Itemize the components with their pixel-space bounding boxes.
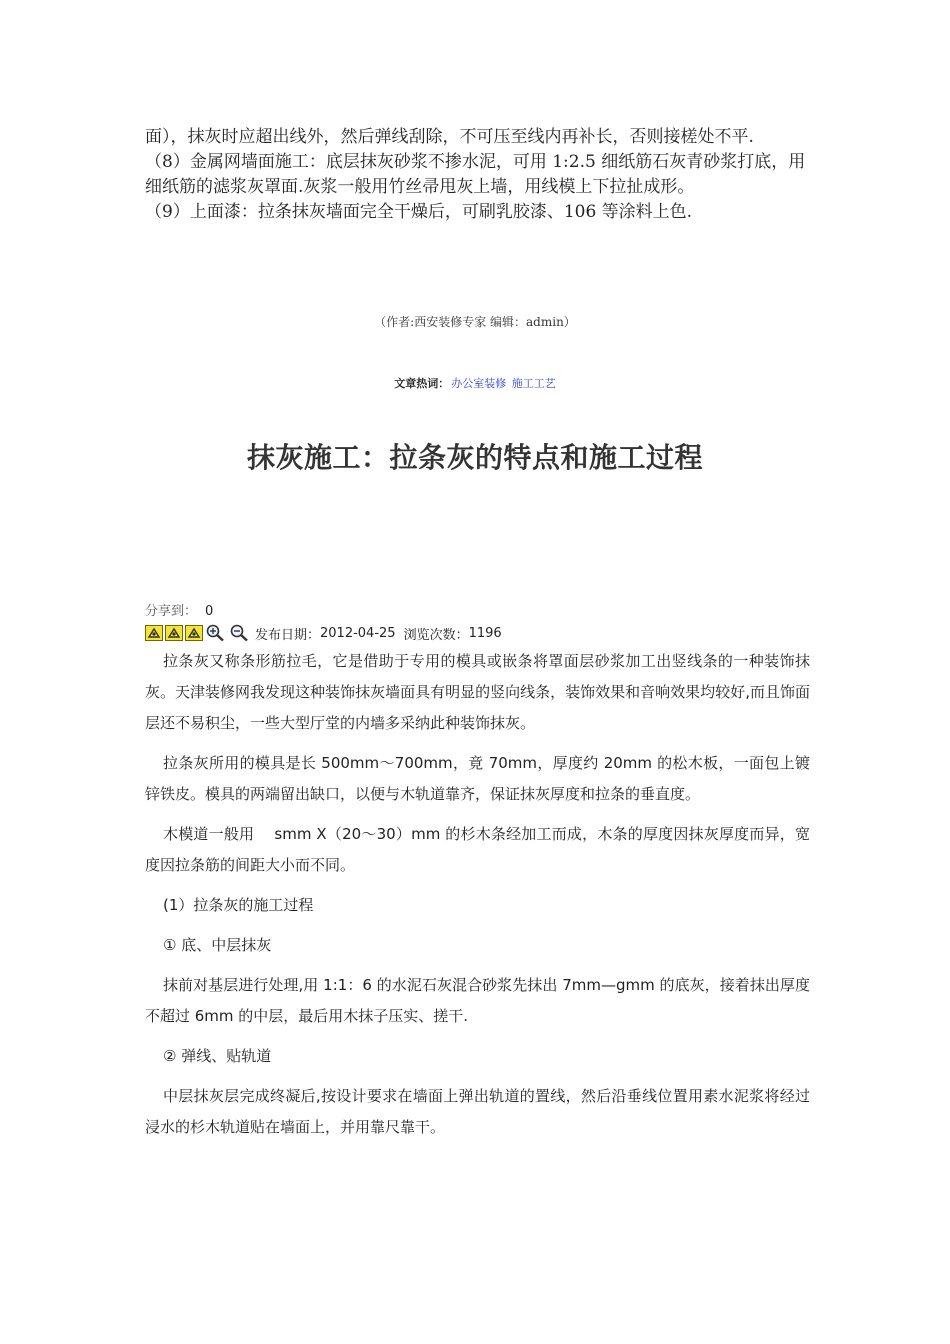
share-count: 0 [205,604,214,619]
article-title: 抹灰施工：拉条灰的特点和施工过程 [246,441,703,474]
hotwords-label: 文章热词： [394,377,450,390]
article-body [145,646,810,1152]
zoom-in-icon[interactable] [205,624,225,642]
body-paragraph: 木模道一般用 smm X（20～30）mm 的杉木条经加工而成，木条的厚度因抹灰厚度而异，宽度因拉条筋的间距大小而不同。 [145,825,810,874]
share-row [145,600,213,619]
hotword-link[interactable]: 施工工艺 [511,377,556,390]
hotwords-line [0,375,950,391]
share-icon[interactable] [145,625,163,641]
body-paragraph: 拉条灰又称条形筋拉毛，它是借助于专用的模具或嵌条将罩面层砂浆加工出竖线条的一种装饰抹灰。天津装修网我发现这种装饰抹灰墙面具有明显的竖向线条，装饰效果和音响效果均较好,而且饰面层还不易积尘，一些大型厅堂的内墙多采纳此种装饰抹灰。 [145,652,810,732]
views-label: 浏览次数： [403,627,469,643]
publish-date: 2012-04-25 [320,625,396,641]
body-paragraph: 抹前对基层进行处理,用 1:1：6 的水泥石灰混合砂浆先抹出 7mm—gmm 的底灰，接着抹出厚度不超过 6mm 的中层，最后用木抹子压实、搓干. [145,976,810,1025]
step-heading: ② 弹线、贴轨道 [163,1047,272,1065]
intro-paragraph: （9）上面漆：拉条抹灰墙面完全干燥后，可刷乳胶漆、106 等涂料上色. [145,202,693,222]
view-count: 1196 [468,625,502,641]
date-label: 发布日期： [255,627,321,643]
step-heading: ① 底、中层抹灰 [163,936,272,954]
zoom-out-icon[interactable] [229,624,249,642]
intro-section [145,125,810,225]
body-paragraph: 拉条灰所用的模具是长 500mm～700mm，竟 70mm，厚度约 20mm 的松木板，一面包上镀锌铁皮。模具的两端留出缺口，以便与木轨道靠齐，保证抹灰厚度和拉条的垂直度。 [145,754,810,803]
article-meta [145,623,502,643]
share-icon[interactable] [185,625,203,641]
share-label: 分享到： [145,604,198,619]
hotword-link[interactable]: 办公室装修 [451,377,507,390]
author-line: （作者:西安装修专家 编辑：admin） [374,315,576,329]
share-icon[interactable] [165,625,183,641]
intro-paragraph: 面），抹灰时应超出线外，然后弹线刮除，不可压至线内再补长，否则接槎处不平. [145,127,754,147]
section-heading: (1）拉条灰的施工过程 [163,896,314,914]
body-paragraph: 中层抹灰层完成终凝后,按设计要求在墙面上弹出轨道的置线，然后沿垂线位置用素水泥浆将经过浸水的杉木轨道贴在墙面上，并用靠尺靠干。 [145,1087,810,1136]
intro-paragraph: （8）金属网墙面施工：底层抹灰砂浆不掺水泥，可用 1:2.5 细纸筋石灰青砂浆打底，用细纸筋的滤浆灰罩面.灰浆一般用竹丝帚甩灰上墙，用线模上下拉扯成形。 [145,152,806,197]
